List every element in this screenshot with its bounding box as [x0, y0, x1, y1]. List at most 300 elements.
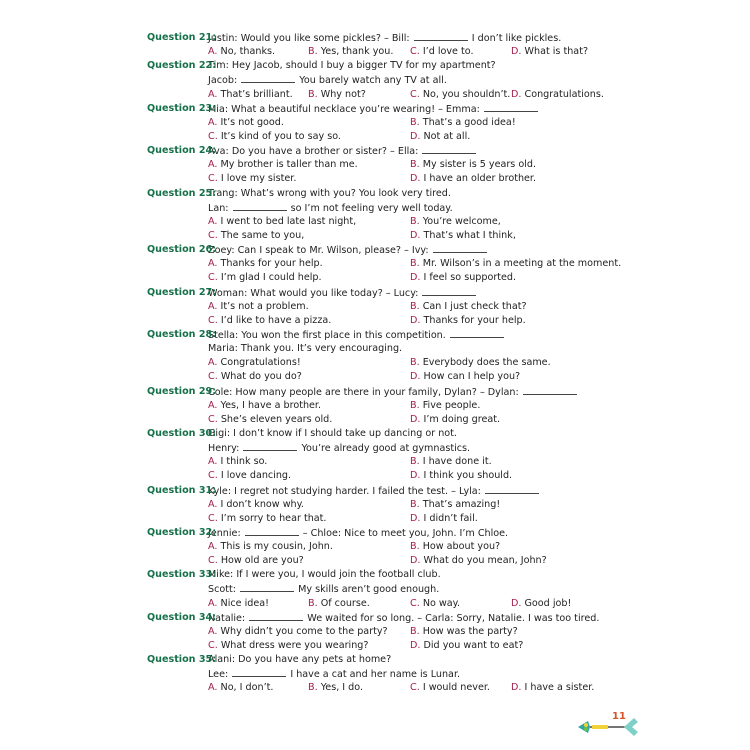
option-text: The same to you, — [220, 229, 305, 241]
option-text: I have a sister. — [524, 682, 595, 694]
question-list — [147, 31, 622, 696]
question-prompt-line — [147, 328, 607, 342]
question-prompt-line — [147, 427, 607, 441]
question-label: Question 34: — [147, 611, 217, 623]
option-letter: A. — [208, 116, 218, 128]
option-a[interactable] — [208, 498, 304, 512]
option-text: I’m doing great. — [423, 413, 501, 425]
option-a[interactable] — [208, 257, 323, 271]
option-letter: B. — [410, 498, 420, 510]
options-row — [147, 356, 607, 370]
option-b[interactable] — [410, 540, 500, 554]
option-c[interactable] — [208, 130, 341, 144]
prompt-segment: Stella: You won the first place in this competition. — [208, 329, 449, 341]
option-b[interactable] — [410, 625, 518, 639]
option-b[interactable] — [308, 88, 366, 102]
option-text: Can I just check that? — [422, 300, 527, 312]
question-label: Question 30: — [147, 427, 217, 439]
answer-blank[interactable] — [233, 201, 287, 211]
answer-blank[interactable] — [433, 243, 487, 253]
question-35 — [147, 653, 607, 695]
question-33 — [147, 568, 607, 610]
question-29 — [147, 385, 607, 427]
option-text: How can I help you? — [423, 371, 521, 383]
answer-blank[interactable] — [484, 102, 538, 112]
question-label: Question 21: — [147, 32, 217, 43]
option-letter: B. — [308, 597, 318, 609]
page-number: 11 — [612, 711, 626, 722]
option-letter: C. — [410, 597, 420, 609]
question-31 — [147, 484, 607, 526]
answer-blank[interactable] — [450, 328, 504, 338]
option-text: It’s not a problem. — [220, 300, 309, 312]
options-row — [147, 681, 607, 695]
prompt-segment: We waited for so long. – Carla: Sorry, Natalie. I was too tired. — [304, 612, 600, 624]
prompt-segment: Henry: — [208, 443, 243, 455]
option-text: Congratulations. — [524, 88, 604, 100]
options-row — [147, 469, 607, 483]
question-21 — [147, 31, 607, 59]
option-letter: A. — [208, 88, 218, 100]
prompt-segment: Mike: If I were you, I would join the football club. — [208, 569, 441, 581]
prompt-segment: You barely watch any TV at all. — [296, 75, 447, 87]
option-a[interactable] — [208, 300, 309, 314]
option-text: I didn’t fail. — [423, 512, 478, 524]
options-row — [147, 215, 607, 229]
option-a[interactable] — [208, 455, 267, 469]
option-letter: A. — [208, 625, 218, 637]
option-d[interactable] — [410, 130, 470, 144]
option-letter: D. — [410, 229, 421, 241]
options-row — [147, 229, 607, 243]
answer-blank[interactable] — [245, 526, 299, 536]
prompt-segment: Woman: What would you like today? – Lucy: — [208, 287, 422, 299]
answer-blank[interactable] — [241, 73, 295, 83]
option-text: That’s a good idea! — [422, 116, 516, 128]
option-text: That’s brilliant. — [220, 88, 293, 100]
option-letter: D. — [410, 130, 421, 142]
options-row — [147, 45, 607, 59]
prompt-segment: Tim: Hey Jacob, should I buy a bigger TV for my apartment? — [208, 60, 496, 72]
option-letter: D. — [511, 88, 522, 100]
question-prompt-line — [147, 73, 607, 87]
prompt-segment: Natalie: — [208, 612, 249, 624]
option-b[interactable] — [410, 257, 621, 271]
option-text: No, you shouldn’t. — [422, 88, 511, 100]
option-text: It’s kind of you to say so. — [220, 130, 341, 142]
prompt-segment: Mia: What a beautiful necklace you’re wearing! – Emma: — [208, 103, 483, 115]
option-text: I don’t know why. — [220, 498, 304, 510]
prompt-segment: Justin: Would you like some pickles? – Bill: — [208, 33, 413, 44]
option-letter: B. — [410, 357, 420, 369]
option-text: No way. — [422, 597, 460, 609]
option-b[interactable] — [308, 681, 363, 695]
option-letter: C. — [208, 314, 218, 326]
question-prompt-line — [147, 243, 607, 257]
question-label: Question 33: — [147, 569, 217, 581]
option-text: Thanks for your help. — [220, 258, 323, 270]
prompt-segment: Gigi: I don’t know if I should take up dancing or not. — [208, 427, 457, 439]
prompt-segment: Alani: Do you have any pets at home? — [208, 654, 392, 666]
option-text: You’re welcome, — [422, 215, 501, 227]
options-row — [147, 88, 607, 102]
option-text: What dress were you wearing? — [220, 640, 369, 652]
option-text: Yes, thank you. — [320, 46, 394, 58]
option-letter: B. — [410, 399, 420, 411]
option-letter: B. — [410, 159, 420, 171]
options-row — [147, 300, 607, 314]
option-b[interactable] — [308, 45, 393, 59]
answer-blank[interactable] — [422, 144, 476, 154]
option-a[interactable] — [208, 356, 301, 370]
option-b[interactable] — [410, 116, 516, 130]
option-letter: B. — [410, 456, 420, 468]
answer-blank[interactable] — [232, 667, 286, 677]
option-c[interactable] — [208, 229, 304, 243]
option-letter: B. — [410, 300, 420, 312]
option-letter: A. — [208, 46, 218, 58]
option-d[interactable] — [511, 45, 588, 59]
option-text: I’m glad I could help. — [220, 272, 322, 284]
option-d[interactable] — [410, 413, 500, 427]
option-text: I have an older brother. — [423, 173, 537, 185]
prompt-segment: Scott: — [208, 584, 240, 596]
options-row — [147, 370, 607, 384]
option-a[interactable] — [208, 625, 388, 639]
option-text: Nice idea! — [220, 597, 269, 609]
answer-blank[interactable] — [485, 484, 539, 494]
option-text: This is my cousin, John. — [220, 541, 333, 553]
prompt-segment: I don’t like pickles. — [468, 33, 562, 44]
option-text: I have done it. — [422, 456, 492, 468]
option-letter: C. — [208, 371, 218, 383]
option-letter: A. — [208, 300, 218, 312]
option-text: Why didn’t you come to the party? — [220, 625, 388, 637]
option-text: Why not? — [320, 88, 366, 100]
option-d[interactable] — [410, 554, 547, 568]
question-prompt-line — [147, 611, 607, 625]
question-24 — [147, 144, 607, 186]
option-d[interactable] — [511, 681, 594, 695]
option-c[interactable] — [208, 554, 304, 568]
option-d[interactable] — [511, 597, 571, 611]
option-text: Everybody does the same. — [422, 357, 551, 369]
question-prompt-line — [147, 31, 607, 45]
page-footer — [576, 713, 640, 737]
options-row — [147, 512, 607, 526]
option-d[interactable] — [410, 639, 523, 653]
option-letter: D. — [410, 173, 421, 185]
option-a[interactable] — [208, 215, 356, 229]
option-letter: B. — [308, 682, 318, 694]
option-text: My sister is 5 years old. — [422, 159, 537, 171]
option-text: I’d like to have a pizza. — [220, 314, 332, 326]
prompt-segment: Jennie: — [208, 527, 244, 539]
option-letter: D. — [511, 682, 522, 694]
option-letter: C. — [208, 272, 218, 284]
option-b[interactable] — [410, 300, 527, 314]
prompt-segment: Lee: — [208, 669, 232, 681]
option-a[interactable] — [208, 158, 358, 172]
question-label: Question 22: — [147, 60, 217, 72]
option-b[interactable] — [308, 597, 370, 611]
options-row — [147, 314, 607, 328]
question-prompt-line — [147, 187, 607, 201]
prompt-segment: You’re already good at gymnastics. — [298, 443, 471, 455]
question-prompt-line — [147, 582, 607, 596]
option-text: Mr. Wilson’s in a meeting at the moment. — [422, 258, 622, 270]
option-c[interactable] — [208, 172, 296, 186]
prompt-segment: so I’m not feeling very well today. — [287, 202, 453, 214]
option-text: What do you do? — [220, 371, 302, 383]
option-letter: A. — [208, 456, 218, 468]
option-a[interactable] — [208, 45, 275, 59]
option-b[interactable] — [410, 215, 501, 229]
option-letter: B. — [410, 116, 420, 128]
option-letter: A. — [208, 357, 218, 369]
option-c[interactable] — [208, 469, 291, 483]
question-27 — [147, 286, 607, 328]
option-b[interactable] — [410, 399, 480, 413]
option-c[interactable] — [208, 639, 368, 653]
option-text: Congratulations! — [220, 357, 301, 369]
option-letter: C. — [208, 512, 218, 524]
option-text: I would never. — [422, 682, 490, 694]
option-c[interactable] — [410, 88, 510, 102]
option-letter: A. — [208, 215, 218, 227]
option-text: It’s not good. — [220, 116, 284, 128]
option-letter: D. — [410, 512, 421, 524]
option-d[interactable] — [410, 469, 512, 483]
prompt-segment: My skills aren’t good enough. — [295, 584, 440, 596]
question-prompt-line — [147, 201, 607, 215]
answer-blank[interactable] — [422, 286, 476, 296]
option-a[interactable] — [208, 399, 321, 413]
option-text: Yes, I do. — [320, 682, 364, 694]
question-label: Question 28: — [147, 328, 217, 340]
prompt-segment: Kyle: I regret not studying harder. I failed the test. – Lyla: — [208, 485, 484, 497]
option-b[interactable] — [410, 356, 551, 370]
option-a[interactable] — [208, 597, 269, 611]
options-row — [147, 455, 607, 469]
option-letter: D. — [511, 46, 522, 58]
option-text: Of course. — [320, 597, 370, 609]
options-row — [147, 257, 622, 271]
option-letter: B. — [308, 88, 318, 100]
option-letter: B. — [308, 46, 318, 58]
option-d[interactable] — [410, 271, 516, 285]
option-a[interactable] — [208, 540, 333, 554]
option-text: I think so. — [220, 456, 268, 468]
question-prompt-line — [147, 667, 607, 681]
option-letter: C. — [208, 413, 218, 425]
option-text: How old are you? — [220, 555, 304, 567]
option-c[interactable] — [208, 314, 331, 328]
option-text: I think you should. — [423, 470, 513, 482]
option-letter: C. — [208, 130, 218, 142]
option-letter: A. — [208, 682, 218, 694]
option-text: How was the party? — [422, 625, 518, 637]
prompt-segment: I have a cat and her name is Lunar. — [287, 669, 461, 681]
question-label: Question 24: — [147, 145, 217, 157]
option-text: No, thanks. — [220, 46, 276, 58]
option-letter: A. — [208, 399, 218, 411]
prompt-segment: Jacob: — [208, 75, 241, 87]
question-label: Question 25: — [147, 187, 217, 199]
option-b[interactable] — [410, 158, 536, 172]
option-text: I love my sister. — [220, 173, 297, 185]
option-letter: C. — [208, 555, 218, 567]
option-text: No, I don’t. — [220, 682, 274, 694]
question-prompt-line — [147, 484, 607, 498]
option-text: Five people. — [422, 399, 481, 411]
option-letter: B. — [410, 258, 420, 270]
option-b[interactable] — [410, 498, 500, 512]
option-letter: D. — [511, 597, 522, 609]
option-c[interactable] — [208, 413, 332, 427]
options-row — [147, 399, 607, 413]
option-letter: C. — [208, 229, 218, 241]
question-prompt-line — [147, 568, 607, 582]
option-text: I’m sorry to hear that. — [220, 512, 327, 524]
question-label: Question 26: — [147, 244, 217, 256]
option-d[interactable] — [410, 314, 526, 328]
options-row — [147, 597, 607, 611]
question-label: Question 27: — [147, 286, 217, 298]
question-prompt-line — [147, 441, 607, 455]
option-c[interactable] — [410, 45, 474, 59]
options-row — [147, 158, 607, 172]
answer-blank[interactable] — [523, 385, 577, 395]
option-a[interactable] — [208, 116, 284, 130]
option-c[interactable] — [208, 512, 326, 526]
option-letter: D. — [410, 555, 421, 567]
option-letter: C. — [410, 46, 420, 58]
option-d[interactable] — [410, 512, 478, 526]
prompt-segment: Cole: How many people are there in your family, Dylan? – Dylan: — [208, 386, 522, 398]
option-letter: C. — [208, 640, 218, 652]
option-text: What do you mean, John? — [423, 555, 547, 567]
option-text: Did you want to eat? — [423, 640, 524, 652]
question-label: Question 23: — [147, 102, 217, 114]
option-letter: A. — [208, 159, 218, 171]
option-letter: B. — [410, 541, 420, 553]
option-letter: B. — [410, 625, 420, 637]
options-row — [147, 498, 607, 512]
prompt-segment: Lan: — [208, 202, 232, 214]
option-letter: C. — [208, 173, 218, 185]
prompt-segment: Maria: Thank you. It’s very encouraging. — [208, 343, 403, 355]
option-letter: A. — [208, 597, 218, 609]
prompt-segment: Zoey: Can I speak to Mr. Wilson, please? – Ivy: — [208, 245, 432, 257]
question-34 — [147, 611, 607, 653]
option-c[interactable] — [208, 370, 302, 384]
option-letter: C. — [410, 682, 420, 694]
question-label: Question 31: — [147, 484, 217, 496]
options-row — [147, 413, 607, 427]
option-text: I love dancing. — [220, 470, 292, 482]
question-23 — [147, 102, 607, 144]
answer-blank[interactable] — [240, 582, 294, 592]
option-b[interactable] — [410, 455, 492, 469]
question-prompt-line — [147, 342, 607, 356]
option-d[interactable] — [410, 229, 516, 243]
option-text: My brother is taller than me. — [220, 159, 358, 171]
option-d[interactable] — [410, 370, 520, 384]
option-letter: B. — [410, 215, 420, 227]
option-letter: A. — [208, 258, 218, 270]
question-prompt-line — [147, 526, 607, 540]
option-letter: C. — [208, 470, 218, 482]
question-label: Question 32: — [147, 526, 217, 538]
options-row — [147, 130, 607, 144]
options-row — [147, 540, 607, 554]
options-row — [147, 116, 607, 130]
question-25 — [147, 187, 607, 244]
option-letter: A. — [208, 498, 218, 510]
option-text: How about you? — [422, 541, 501, 553]
question-prompt-line — [147, 102, 607, 116]
option-text: That’s what I think, — [423, 229, 516, 241]
option-c[interactable] — [410, 681, 490, 695]
question-prompt-line — [147, 144, 607, 158]
option-text: Good job! — [524, 597, 572, 609]
option-text: That’s amazing! — [422, 498, 501, 510]
option-text: Not at all. — [423, 130, 471, 142]
option-text: Yes, I have a brother. — [220, 399, 322, 411]
option-text: She’s eleven years old. — [220, 413, 333, 425]
option-text: What is that? — [524, 46, 589, 58]
option-letter: D. — [410, 470, 421, 482]
option-letter: D. — [410, 371, 421, 383]
answer-blank[interactable] — [249, 611, 303, 621]
question-30 — [147, 427, 607, 484]
option-c[interactable] — [208, 271, 322, 285]
option-text: Thanks for your help. — [423, 314, 526, 326]
options-row — [147, 554, 607, 568]
prompt-segment: Trang: What’s wrong with you? You look very tired. — [208, 187, 451, 199]
prompt-segment: – Chloe: Nice to meet you, John. I’m Chloe. — [299, 527, 509, 539]
question-22 — [147, 59, 607, 101]
options-row — [147, 271, 607, 285]
option-a[interactable] — [208, 681, 273, 695]
question-prompt-line — [147, 286, 607, 300]
question-28 — [147, 328, 607, 385]
question-prompt-line — [147, 653, 607, 667]
option-letter: A. — [208, 541, 218, 553]
prompt-segment: Ava: Do you have a brother or sister? – Ella: — [208, 146, 422, 158]
option-letter: D. — [410, 272, 421, 284]
options-row — [147, 172, 607, 186]
answer-blank[interactable] — [243, 441, 297, 451]
option-d[interactable] — [410, 172, 536, 186]
option-a[interactable] — [208, 88, 293, 102]
question-26 — [147, 243, 622, 285]
option-letter: C. — [410, 88, 420, 100]
option-letter: D. — [410, 413, 421, 425]
option-letter: D. — [410, 314, 421, 326]
options-row — [147, 639, 607, 653]
question-label: Question 35: — [147, 654, 217, 666]
arrow-decoration-icon — [576, 713, 640, 737]
option-c[interactable] — [410, 597, 460, 611]
option-text: I’d love to. — [422, 46, 474, 58]
question-prompt-line — [147, 59, 607, 73]
question-label: Question 29: — [147, 385, 217, 397]
option-d[interactable] — [511, 88, 604, 102]
option-text: I feel so supported. — [423, 272, 517, 284]
answer-blank[interactable] — [414, 31, 468, 41]
